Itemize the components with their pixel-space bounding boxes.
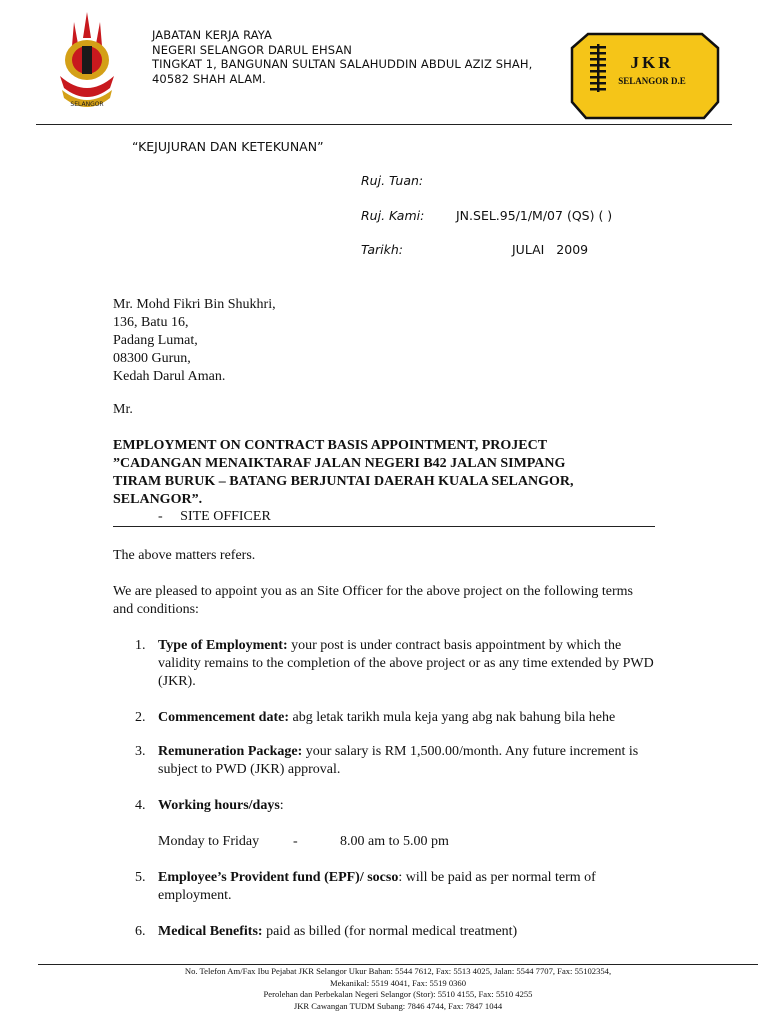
term-number: 4.: [135, 798, 146, 813]
letterhead-address: [152, 28, 532, 86]
salutation: Mr.: [113, 402, 133, 417]
term-text: your salary is RM 1,500.00/month. Any future increment is subject to PWD (JKR) approval.: [158, 744, 639, 777]
term-title: Employee’s Provident fund (EPF)/ socso: [158, 870, 399, 885]
footer-line: No. Telefon Am/Fax Ibu Pejabat JKR Selangor Ukur Bahan: 5544 7612, Fax: 5513 4025, Jalan: 5544 7707, Fax: 55102354,: [184, 966, 612, 976]
subject-heading: [113, 437, 643, 509]
footer-contacts: [38, 966, 758, 1012]
ruj-kami-label: Ruj. Kami:: [361, 208, 425, 223]
term-number: 1.: [135, 638, 146, 653]
tarikh-label: Tarikh:: [361, 242, 403, 257]
term-title: Working hours/days: [158, 798, 280, 813]
term-text: :: [279, 798, 284, 813]
working-days: Monday to Friday: [158, 834, 260, 849]
term-title: Type of Employment:: [158, 638, 288, 653]
term-title: Commencement date:: [158, 710, 290, 725]
letterhead-line: NEGERI SELANGOR DARUL EHSAN: [152, 42, 352, 57]
term-text: abg letak tarikh mula keja yang abg nak bahung bila hehe: [289, 710, 616, 725]
jkr-logo: [570, 32, 720, 122]
subject-line: TIRAM BURUK – BATANG BERJUNTAI DAERAH KUALA SELANGOR,: [113, 474, 574, 489]
body-paragraph: We are pleased to appoint you as an Site Officer for the above project on the following terms and conditions:: [113, 584, 633, 617]
footer-line: Mekanikal: 5519 4041, Fax: 5519 0360: [329, 977, 467, 988]
term-number: 5.: [135, 870, 146, 885]
term-text: your post is under contract basis appointment by which the validity remains to the completion of the above project or as any time extended by PWD (JKR).: [158, 638, 654, 689]
term-number: 2.: [135, 710, 146, 725]
term-number: 3.: [135, 744, 146, 759]
selangor-crest-logo: [48, 10, 126, 118]
jkr-logo-title: JKR: [630, 53, 674, 72]
recipient-address: [113, 296, 276, 386]
header-divider: [36, 124, 732, 125]
footer-line: Perolehan dan Perbekalan Negeri Selangor (Stor): 5510 4155, Fax: 5510 4255: [263, 989, 533, 999]
letterhead-line: TINGKAT 1, BANGUNAN SULTAN SALAHUDDIN ABDUL AZIZ SHAH,: [152, 57, 533, 71]
subject-underline: [113, 526, 655, 527]
term-number: 6.: [135, 924, 146, 939]
recipient-line: 08300 Gurun,: [113, 351, 191, 366]
recipient-line: 136, Batu 16,: [113, 315, 189, 330]
working-time: 8.00 am to 5.00 pm: [340, 834, 449, 849]
term-text: paid as billed (for normal medical treatment): [262, 924, 518, 939]
recipient-line: Padang Lumat,: [113, 333, 198, 348]
subject-line: EMPLOYMENT ON CONTRACT BASIS APPOINTMENT, PROJECT: [113, 438, 548, 453]
term-title: Medical Benefits:: [158, 924, 263, 939]
tarikh-value: JULAI 2009: [512, 242, 589, 257]
term-text: : will be paid as per normal term of employment.: [158, 870, 596, 903]
letterhead-line: 40582 SHAH ALAM.: [152, 71, 266, 86]
ruj-kami-value: JN.SEL.95/1/M/07 (QS) ( ): [456, 208, 613, 223]
position-title: - SITE OFFICER: [158, 509, 271, 524]
jkr-logo-subtitle: SELANGOR D.E: [618, 76, 686, 86]
recipient-line: Kedah Darul Aman.: [113, 369, 226, 384]
footer-divider: [38, 964, 758, 965]
ruj-tuan-label: Ruj. Tuan:: [361, 173, 424, 188]
crest-label: SELANGOR: [70, 101, 104, 108]
subject-line: SELANGOR”.: [113, 492, 203, 507]
recipient-line: Mr. Mohd Fikri Bin Shukhri,: [113, 297, 276, 312]
term-title: Remuneration Package:: [158, 744, 303, 759]
letterhead-line: JABATAN KERJA RAYA: [152, 28, 272, 42]
footer-line: JKR Cawangan TUDM Subang: 7846 4744, Fax: 7847 1044: [293, 1000, 503, 1011]
body-paragraph: The above matters refers.: [113, 548, 256, 563]
working-hours-dash: -: [293, 834, 298, 849]
subject-line: ”CADANGAN MENAIKTARAF JALAN NEGERI B42 JALAN SIMPANG: [113, 456, 566, 471]
motto: “KEJUJURAN DAN KETEKUNAN”: [132, 139, 324, 154]
